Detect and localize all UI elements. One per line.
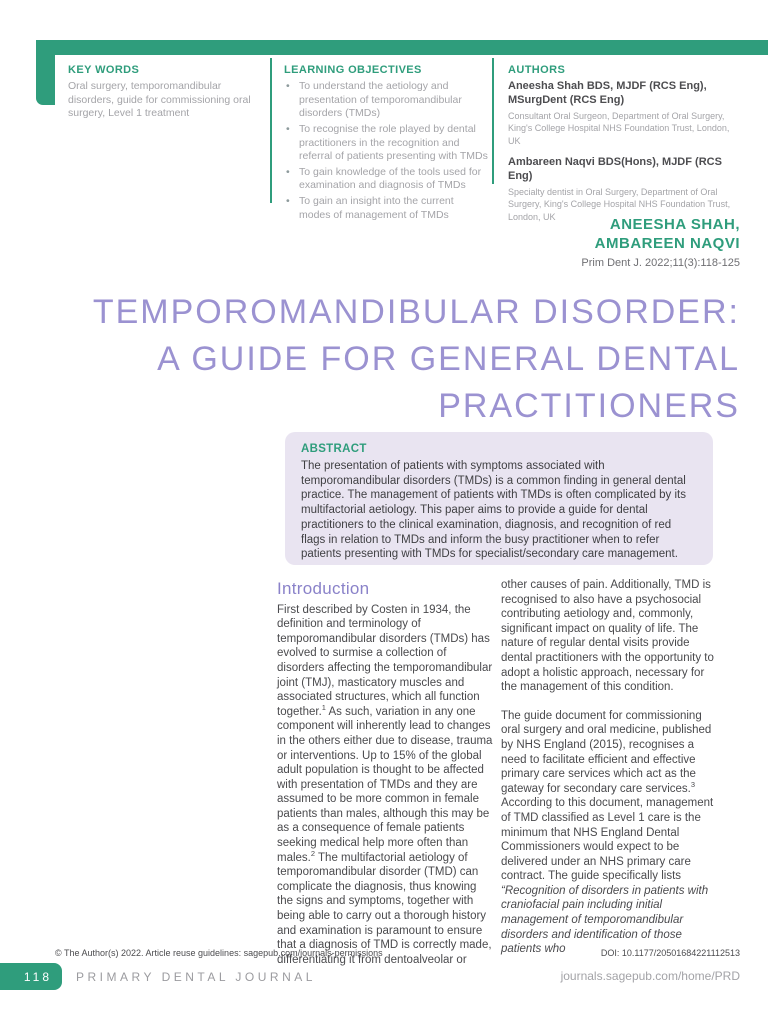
body-column-left [277, 578, 494, 967]
reference-superscript: 2 [310, 848, 316, 858]
byline [581, 216, 740, 269]
reference-superscript: 3 [690, 779, 696, 789]
quoted-text: “Recognition of disorders in patients with craniofacial pain including initial management of temporomandibular disorders and identification of those patients who [501, 884, 709, 956]
citation: Prim Dent J. 2022;11(3):118-125 [581, 256, 740, 269]
journal-name: PRIMARY DENTAL JOURNAL [76, 970, 316, 984]
header-band-horizontal [36, 40, 768, 55]
body-column-right [501, 578, 718, 957]
abstract-text: The presentation of patients with symptoms associated with temporomandibular disorders (TMDs) is a common finding in general dental practice. The management of patients with TMDs is often complicated by its multifactorial aetiology. This paper aims to provide a guide for dental practitioners to the clinical examination, diagnosis, and recognition of red flags in relation to TMDs and inform the busy practitioner when to refer patients presenting with TMDs for specialist/secondary care management. [301, 460, 687, 561]
journal-url-link[interactable]: journals.sagepub.com/home/PRD [560, 969, 740, 983]
author-name: Aneesha Shah BDS, MJDF (RCS Eng), MSurgDent (RCS Eng) [508, 80, 707, 106]
copyright-notice: © The Author(s) 2022. Article reuse guidelines: sagepub.com/journals-permissions [55, 948, 383, 958]
learning-objectives-title: LEARNING OBJECTIVES [284, 64, 422, 76]
learning-objectives-list [284, 80, 488, 222]
body-text: According to this document, management of TMD classified as Level 1 care is the minimum that NHS England Dental Commissioners would expect to be delivered under an NHS primary care contract. The guide specifically lists [501, 797, 714, 883]
reference-superscript: 1 [321, 702, 326, 712]
author-name: Ambareen Naqvi BDS(Hons), MJDF (RCS Eng) [508, 156, 722, 183]
header-band-vertical [36, 40, 55, 105]
keywords-title: KEY WORDS [68, 64, 140, 76]
body-text: The multifactorial aetiology of temporomandibular disorder (TMD) can complicate the diagnosis, thus knowing the signs and symptoms, together with being able to carry out a thorough history and examination is paramount to ensure that a diagnosis of TMD is correctly made, differentiating it from dentoalveolar or [277, 851, 492, 966]
keywords-section [68, 64, 266, 121]
article-title-line: TEMPOROMANDIBULAR DISORDER: [92, 293, 740, 331]
introduction-heading: Introduction [277, 579, 370, 598]
body-text: First described by Costen in 1934, the definition and terminology of temporomandibular disorders (TMDs) has evolved to surmise a collection of disorders affecting the temporomandibular joint (TMJ), masticatory muscles and associated structures, which all function together. [277, 603, 493, 718]
body-text: The guide document for commissioning oral surgery and oral medicine, published by NHS England (2015), recognises a need to facilitate efficient and effective primary care services which act as the gateway for secondary care services. [501, 709, 712, 795]
body-paragraph [501, 709, 718, 957]
article-title-line: PRACTITIONERS [438, 387, 740, 425]
body-text: As such, variation in any one component will inherently lead to changes in the others either due to disease, trauma or interventions. Up to 15% of the global adult population is thought to be affected with presentation of TMDs and they are assumed to be more common in female patients than males, although this may be as a consequence of female patients seeking medical help more often than males. [277, 705, 493, 864]
abstract-title: ABSTRACT [301, 443, 367, 455]
author-affiliation: Specialty dentist in Oral Surgery, Department of Oral Surgery, King's College Hospital NHS Foundation Trust, London, UK [508, 186, 731, 222]
objective-item: • To recognise the role played by dental practitioners in the recognition and referral of patients presenting with TMDs [284, 123, 488, 164]
article-title [93, 289, 740, 430]
objective-item: • To gain an insight into the current modes of management of TMDs [284, 195, 488, 222]
page-number-badge: 118 [0, 963, 62, 990]
body-paragraph: other causes of pain. Additionally, TMD is recognised to also have a psychosocial contributing aetiology and, commonly, significant impact on quality of life. The nature of regular dental visits provide dental practitioners with the opportunity to adopt a holistic approach, necessary for the management of this condition. [501, 579, 714, 694]
keywords-text: Oral surgery, temporomandibular disorders, guide for commissioning oral surgery, Level 1 treatment [68, 80, 251, 120]
authors-title: AUTHORS [508, 64, 566, 76]
body-paragraph [277, 603, 494, 968]
author-affiliation: Consultant Oral Surgeon, Department of Oral Surgery, King's College Hospital NHS Foundation Trust, London, UK [508, 110, 730, 146]
byline-author-2: AMBAREEN NAQVI [594, 234, 740, 252]
objective-item: • To gain knowledge of the tools used for examination and diagnosis of TMDs [284, 166, 488, 193]
abstract-box [285, 432, 713, 565]
article-title-line: A GUIDE FOR GENERAL DENTAL [157, 340, 740, 378]
objective-item: • To understand the aetiology and presentation of temporomandibular disorders (TMDs) [284, 80, 488, 121]
header-divider-1 [270, 58, 272, 203]
authors-section [508, 64, 742, 233]
byline-author-1: ANEESHA SHAH, [609, 216, 740, 233]
doi-text: DOI: 10.1177/20501684221112513 [600, 948, 740, 958]
header-divider-2 [492, 58, 494, 184]
learning-objectives-section [284, 64, 488, 224]
